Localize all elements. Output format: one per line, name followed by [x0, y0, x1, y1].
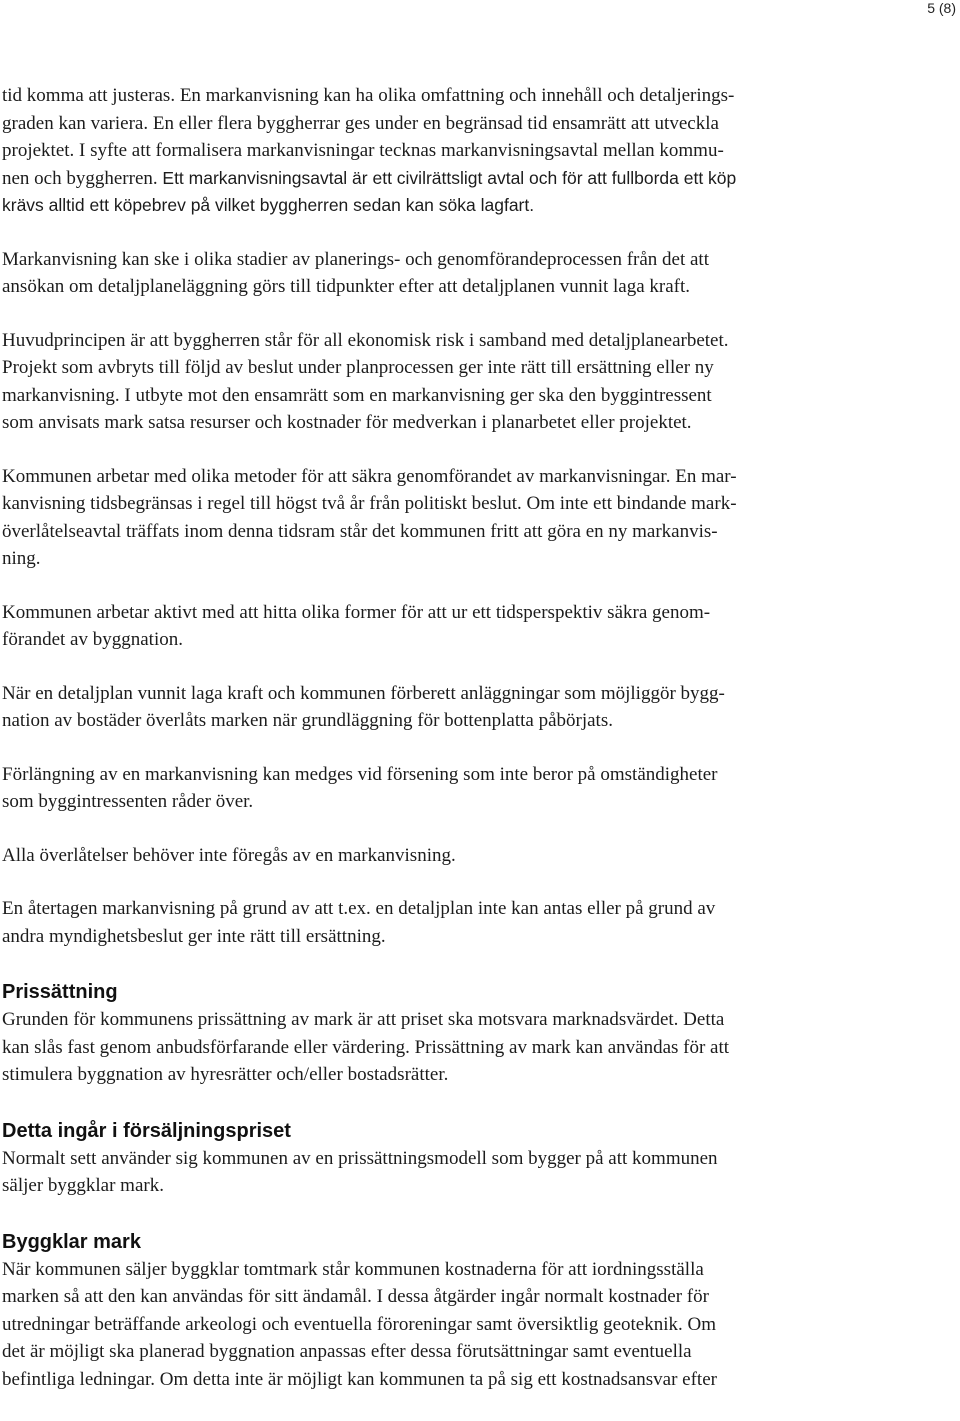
text-line: ning.	[2, 548, 41, 569]
text-line: Kommunen arbetar aktivt med att hitta olika former för att ur ett tidsperspektiv säkra genom-	[2, 601, 711, 623]
text-line: som anvisats mark satsa resurser och kostnader för medverkan i planarbetet eller projektet.	[2, 412, 692, 433]
text-line: marken så att den kan användas för sitt ändamål. I dessa åtgärder ingår normalt kostnader för	[2, 1286, 709, 1307]
text-line: förandet av byggnation.	[2, 629, 183, 650]
body-paragraph	[2, 895, 902, 950]
text-line: graden kan variera. En eller flera byggherrar ges under en begränsad tid ensamrätt att utveckla	[2, 112, 719, 134]
section-heading-prissattning: Prissättning	[2, 981, 118, 1003]
body-paragraph	[2, 842, 902, 870]
text-line: Projekt som avbryts till följd av beslut under planprocessen ger inte rätt till ersättning eller ny	[2, 357, 714, 378]
section-heading-forsaljningspriset: Detta ingår i försäljningspriset	[2, 1119, 291, 1142]
text-line: som byggintressenten råder över.	[2, 791, 254, 812]
text-line: Huvudprincipen är att byggherren står för all ekonomisk risk i samband med detaljplanearbetet.	[2, 329, 729, 351]
body-paragraph	[2, 463, 902, 573]
document-body	[2, 82, 902, 1393]
text-line: nation av bostäder överlåts marken när grundläggning för bottenplatta påbörjats.	[2, 710, 613, 731]
section-paragraph	[2, 1145, 902, 1200]
text-line: När en detaljplan vunnit laga kraft och kommunen förberett anläggningar som möjliggör bygg-	[2, 682, 725, 704]
text-line: En återtagen markanvisning på grund av att t.ex. en detaljplan inte kan antas eller på grund av	[2, 898, 716, 919]
body-paragraph	[2, 599, 902, 654]
text-line: stimulera byggnation av hyresrätter och/eller bostadsrätter.	[2, 1064, 449, 1085]
body-paragraph	[2, 246, 902, 301]
body-paragraph	[2, 327, 902, 437]
text-line: ansökan om detaljplaneläggning görs till tidpunkter efter att detaljplanen vunnit laga kraft.	[2, 276, 691, 297]
text-line-mixed	[2, 165, 902, 193]
text-line: Grunden för kommunens prissättning av mark är att priset ska motsvara marknadsvärdet. Detta	[2, 1009, 725, 1030]
text-line: kan slås fast genom anbudsförfarande eller värdering. Prissättning av mark kan användas för att	[2, 1036, 730, 1058]
text-line: Kommunen arbetar med olika metoder för att säkra genomförandet av markanvisningar. En mar-	[2, 465, 737, 487]
text-line: Alla överlåtelser behöver inte föregås av en markanvisning.	[2, 844, 456, 866]
body-paragraph	[2, 761, 902, 816]
text-line: Normalt sett använder sig kommunen av en prissättningsmodell som bygger på att kommunen	[2, 1147, 718, 1169]
text-line: säljer byggklar mark.	[2, 1175, 164, 1196]
text-line-sans: krävs alltid ett köpebrev på vilket byggherren sedan kan söka lagfart.	[2, 195, 535, 215]
text-line: markanvisning. I utbyte mot den ensamrätt som en markanvisning ger ska den byggintressent	[2, 384, 712, 406]
page-number: 5 (8)	[927, 0, 956, 16]
text-line: Förlängning av en markanvisning kan medges vid försening som inte beror på omständigheter	[2, 763, 718, 785]
text-line: Markanvisning kan ske i olika stadier av planerings- och genomförandeprocessen från det att	[2, 248, 709, 270]
text-line: tid komma att justeras. En markanvisning kan ha olika omfattning och innehåll och detaljerings-	[2, 85, 735, 106]
text-segment: nen och byggherren.	[2, 167, 158, 189]
text-line: När kommunen säljer byggklar tomtmark står kommunen kostnaderna för att iordningsställa	[2, 1258, 704, 1280]
section-paragraph	[2, 1006, 902, 1089]
intro-paragraph	[2, 82, 902, 220]
text-line: projektet. I syfte att formalisera markanvisningar tecknas markanvisningsavtal mellan kommu-	[2, 140, 724, 161]
text-line: andra myndighetsbeslut ger inte rätt till ersättning.	[2, 925, 386, 947]
section-heading-byggklar-mark: Byggklar mark	[2, 1230, 141, 1253]
section-paragraph	[2, 1256, 902, 1394]
text-line: kanvisning tidsbegränsas i regel till högst två år från politiskt beslut. Om inte ett bindande mark-	[2, 493, 737, 514]
text-segment-sans: Ett markanvisningsavtal är ett civilrättsligt avtal och för att fullborda ett köp	[162, 167, 737, 188]
text-line: utredningar beträffande arkeologi och eventuella föroreningar samt översiktlig geoteknik. Om	[2, 1313, 717, 1335]
body-paragraph	[2, 680, 902, 735]
text-line: överlåtelseavtal träffats inom denna tidsram står det kommunen fritt att göra en ny markanvis-	[2, 520, 718, 542]
text-line: befintliga ledningar. Om detta inte är möjligt kan kommunen ta på sig ett kostnadsansvar efter	[2, 1368, 717, 1390]
text-line: det är möjligt ska planerad byggnation anpassas efter dessa förutsättningar samt eventuella	[2, 1341, 692, 1362]
